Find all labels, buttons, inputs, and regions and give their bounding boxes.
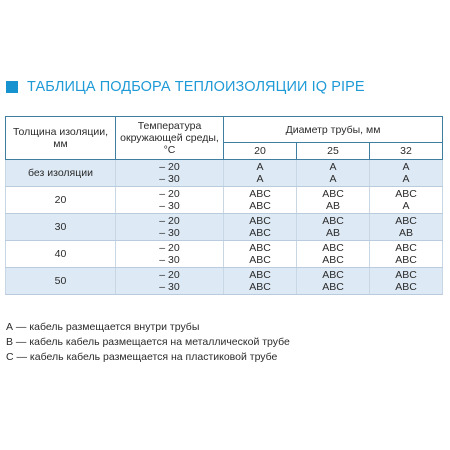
table-row	[6, 214, 443, 241]
header-diameter: Диаметр трубы, мм	[224, 117, 443, 143]
value-cell: ABC ABC	[224, 268, 297, 295]
table-row	[6, 241, 443, 268]
temperature-cell: – 20 – 30	[116, 187, 224, 214]
table-row	[6, 268, 443, 295]
header-thickness: Толщина изоляции, мм	[6, 117, 116, 160]
value-cell: ABC ABC	[224, 241, 297, 268]
header-diameter-32: 32	[370, 143, 443, 160]
thickness-cell: 40	[6, 241, 116, 268]
thickness-cell: без изоляции	[6, 160, 116, 187]
thickness-cell: 50	[6, 268, 116, 295]
temperature-cell: – 20 – 30	[116, 268, 224, 295]
value-cell: ABC A	[370, 187, 443, 214]
value-cell: ABC ABC	[224, 187, 297, 214]
value-cell: ABC AB	[297, 187, 370, 214]
legend-notes	[6, 320, 290, 365]
section-heading	[6, 78, 365, 96]
header-diameter-25: 25	[297, 143, 370, 160]
note-b: В — кабель кабель размещается на металлической трубе	[6, 336, 290, 348]
header-temperature: Температура окружающей среды, °С	[116, 117, 224, 160]
table-row	[6, 160, 443, 187]
square-bullet-icon	[6, 81, 18, 93]
header-diameter-20: 20	[224, 143, 297, 160]
table-row	[6, 187, 443, 214]
value-cell: ABC AB	[370, 214, 443, 241]
thickness-cell: 20	[6, 187, 116, 214]
note-a: А — кабель размещается внутри трубы	[6, 321, 200, 333]
value-cell: A A	[224, 160, 297, 187]
insulation-selection-table	[5, 116, 443, 295]
value-cell: A A	[370, 160, 443, 187]
value-cell: ABC ABC	[370, 268, 443, 295]
temperature-cell: – 20 – 30	[116, 214, 224, 241]
note-c: С — кабель кабель размещается на пластиковой трубе	[6, 351, 278, 363]
value-cell: ABC ABC	[370, 241, 443, 268]
value-cell: ABC AB	[297, 214, 370, 241]
value-cell: A A	[297, 160, 370, 187]
temperature-cell: – 20 – 30	[116, 160, 224, 187]
thickness-cell: 30	[6, 214, 116, 241]
value-cell: ABC ABC	[224, 214, 297, 241]
temperature-cell: – 20 – 30	[116, 241, 224, 268]
value-cell: ABC ABC	[297, 268, 370, 295]
value-cell: ABC ABC	[297, 241, 370, 268]
page-title: ТАБЛИЦА ПОДБОРА ТЕПЛОИЗОЛЯЦИИ IQ PIPE	[27, 79, 365, 95]
